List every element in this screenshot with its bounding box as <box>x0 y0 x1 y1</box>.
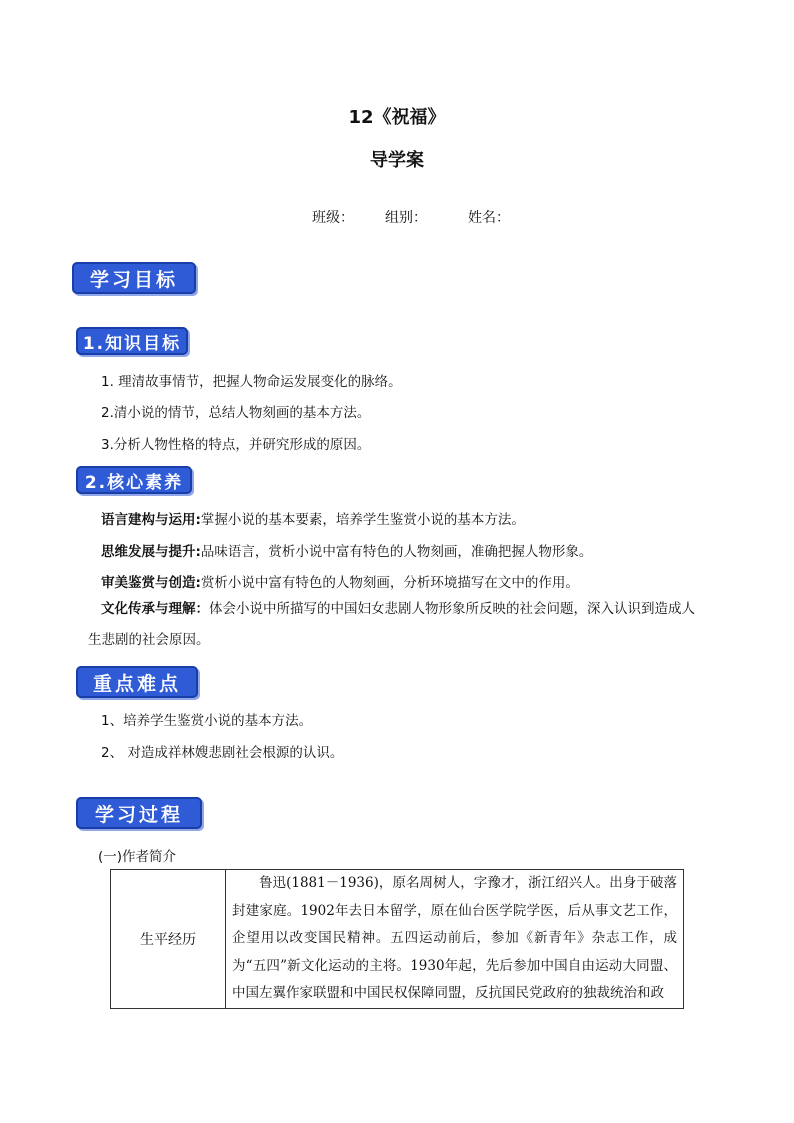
name-label: 姓名： <box>468 210 510 226</box>
section-banner-knowledge: 1.知识目标 <box>76 327 188 355</box>
section-banner-core: 2.核心素养 <box>76 466 192 494</box>
core-item-2 <box>101 540 592 560</box>
core-item-label: 语言建构与运用: <box>101 512 201 528</box>
core-item-text: 掌握小说的基本要素，培养学生鉴赏小说的基本方法。 <box>200 512 525 528</box>
knowledge-item-3: 3.分析人物性格的特点，并研究形成的原因。 <box>101 437 371 453</box>
bio-row-text: 鲁迅(1881－1936)，原名周树人，字豫才，浙江绍兴人。出身于破落封建家庭。1902年去日本留学，原在仙台医学院学医，后从事文艺工作，企望用以改变国民精神。五四运动前后，参加《新青年》杂志工作，成为“五四”新文化运动的主将。1930年起，先后参加中国自由运动大同盟、中国左翼作家联盟和中国民权保障同盟，反抗国民党政府的独裁统治和政 <box>226 870 684 1009</box>
key-item-1: 1、培养学生鉴赏小说的基本方法。 <box>101 713 313 729</box>
bio-row-label: 生平经历 <box>111 870 226 1009</box>
knowledge-item-1: 1. 理清故事情节，把握人物命运发展变化的脉络。 <box>101 374 402 390</box>
core-item-4 <box>88 594 708 656</box>
section-banner-goals: 学习目标 <box>72 262 196 294</box>
core-item-text: 体会小说中所描写的中国妇女悲剧人物形象所反映的社会问题，深入认识到造成人生悲剧的社会原因。 <box>88 601 695 648</box>
core-item-label: 文化传承与理解： <box>101 601 209 617</box>
section-banner-key: 重点难点 <box>76 666 198 698</box>
group-label: 组别： <box>385 210 427 226</box>
core-item-text: 赏析小说中富有特色的人物刻画，分析环境描写在文中的作用。 <box>200 575 579 591</box>
knowledge-item-2: 2.清小说的情节，总结人物刻画的基本方法。 <box>101 405 371 421</box>
core-item-label: 思维发展与提升: <box>101 544 201 560</box>
page-subtitle: 导学案 <box>370 150 424 171</box>
core-item-1 <box>101 508 525 528</box>
class-label: 班级： <box>312 210 354 226</box>
core-item-label: 审美鉴赏与创造: <box>101 575 201 591</box>
key-item-2: 2、 对造成祥林嫂悲剧社会根源的认识。 <box>101 745 344 761</box>
section-banner-process: 学习过程 <box>76 797 202 829</box>
table-row <box>111 870 684 1009</box>
page-title: 12《祝福》 <box>348 107 446 128</box>
core-item-3 <box>101 571 579 591</box>
author-intro-heading: (一)作者简介 <box>98 849 177 865</box>
author-bio-table <box>110 869 684 1009</box>
core-item-text: 品味语言，赏析小说中富有特色的人物刻画，准确把握人物形象。 <box>200 544 593 560</box>
